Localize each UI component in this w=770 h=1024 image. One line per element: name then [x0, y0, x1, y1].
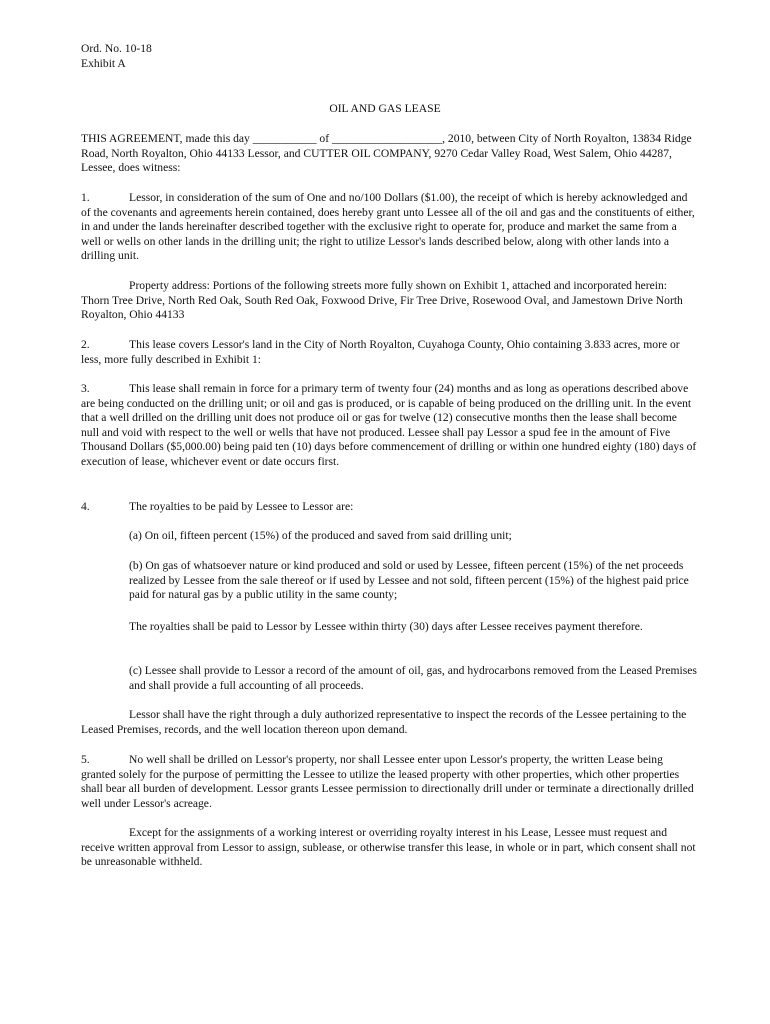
section-1-number: 1.	[81, 191, 90, 204]
section-3-number: 3.	[81, 382, 90, 395]
property-address-paragraph: Property address: Portions of the following streets more fully shown on Exhibit 1, attached and incorporated herein: Thorn Tree Drive, North Red Oak, South Red Oak, Foxwood Drive, Fir Tree Drive, Rosewood Oval, and Jamestown Drive North Royalton, Ohio 44133	[81, 279, 683, 322]
inspection-paragraph: Lessor shall have the right through a duly authorized representative to inspect the records of the Lessee pertaining to the Leased Premises, records, and the well location thereon upon demand.	[81, 708, 687, 736]
section-5-number: 5.	[81, 753, 90, 766]
royalty-gas-clause: (b) On gas of whatsoever nature or kind produced and sold or used by Lessee, fifteen percent (15%) of the net proceeds realized by Lessee from the sale thereof or if used by Lessee and not sold, fifteen percent (15%) of the highest paid price paid for natural gas by a public utility in the same county;	[129, 559, 689, 602]
section-2-text: This lease covers Lessor's land in the City of North Royalton, Cuyahoga County, Ohio containing 3.833 acres, more or less, more fully described in Exhibit 1:	[81, 338, 680, 366]
section-5-text: No well shall be drilled on Lessor's property, nor shall Lessee enter upon Lessor's property, the written Lease being granted solely for the purpose of permitting the Lessee to utilize the leased property with other properties, which other properties shall bear all burden of development. Lessor grants Lessee permission to directionally drill under or terminate a directionally drilled well under Lessor's acreage.	[81, 753, 694, 810]
assignment-paragraph: Except for the assignments of a working interest or overriding royalty interest in his Lease, Lessee must request and receive written approval from Lessor to assign, sublease, or otherwise transfer this lease, in whole or in part, which consent shall not be unreasonable withheld.	[81, 826, 696, 869]
section-4-text: The royalties to be paid by Lessee to Lessor are:	[129, 500, 354, 513]
royalty-payment-clause: The royalties shall be paid to Lessor by Lessee within thirty (30) days after Lessee receives payment therefore.	[129, 620, 643, 633]
section-1-text: Lessor, in consideration of the sum of One and no/100 Dollars ($1.00), the receipt of which is hereby acknowledged and of the covenants and agreements herein contained, does hereby grant unto Lessee all of the oil and gas and the constituents of either, in and under the lands hereinafter described together with the exclusive right to operate for, produce and market the same from a well or wells on other lands in the drilling unit; the right to utilize Lessor's lands described below, along with other lands into a drilling unit.	[81, 191, 695, 263]
royalty-oil-clause: (a) On oil, fifteen percent (15%) of the produced and saved from said drilling unit;	[129, 529, 512, 542]
section-4	[81, 500, 697, 515]
section-1	[81, 191, 697, 264]
intro-paragraph: THIS AGREEMENT, made this day ___________ of ___________________, 2010, between City of North Royalton, 13834 Ridge Road, North Royalton, Ohio 44133 Lessor, and CUTTER OIL COMPANY, 9270 Cedar Valley Road, West Salem, Ohio 44287, Lessee, does witness:	[81, 132, 692, 175]
document-title: OIL AND GAS LEASE	[329, 102, 441, 115]
ordinance-number: Ord. No. 10-18	[81, 42, 152, 55]
section-2	[81, 338, 697, 367]
section-2-number: 2.	[81, 338, 90, 351]
section-3-text: This lease shall remain in force for a primary term of twenty four (24) months and as long as operations described above are being conducted on the drilling unit; or oil and gas is produced, or is capable of being produced on the drilling unit. In the event that a well drilled on the drilling unit does not produce oil or gas for twelve (12) consecutive months then the lease shall become null and void with respect to the well or wells that have not produced. Lessee shall pay Lessor a spud fee in the amount of Five Thousand Dollars ($5,000.00) being paid ten (10) days before commencement of drilling or within one hundred eighty (180) days of execution of lease, whichever event or date occurs first.	[81, 382, 697, 468]
section-5	[81, 753, 697, 811]
royalty-records-clause: (c) Lessee shall provide to Lessor a record of the amount of oil, gas, and hydrocarbons removed from the Leased Premises and shall provide a full accounting of all proceeds.	[129, 664, 697, 692]
section-3	[81, 382, 697, 470]
section-4-number: 4.	[81, 500, 90, 513]
exhibit-label: Exhibit A	[81, 57, 126, 70]
